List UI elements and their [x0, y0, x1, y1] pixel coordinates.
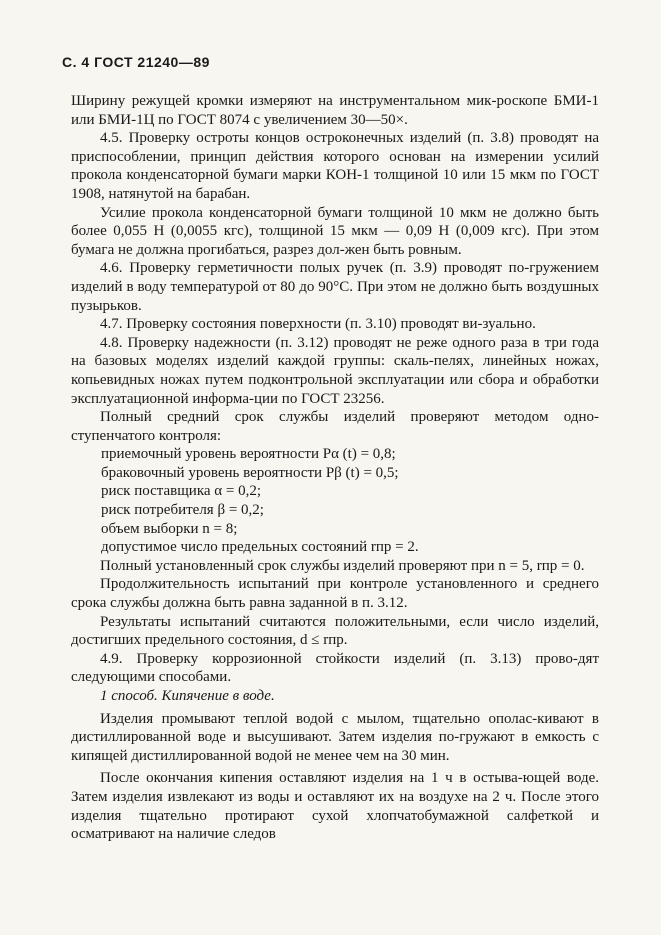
paragraph-4-7: 4.7. Проверку состояния поверхности (п. 3.10) проводят ви-зуально.	[100, 316, 536, 333]
list-item-supplier-risk: риск поставщика α = 0,2;	[101, 483, 262, 500]
paragraph-test-results: Результаты испытаний считаются положительными, если число изделий, достигших предельного состояния, d ≤ rпр.	[71, 613, 599, 649]
list-item-acceptance-level: приемочный уровень вероятности Pα (t) = 0,8;	[101, 446, 396, 463]
list-item-consumer-risk: риск потребителя β = 0,2;	[101, 502, 264, 519]
method-1-heading: 1 способ. Кипячение в воде.	[100, 688, 275, 704]
paragraph-4-9: 4.9. Проверку коррозионной стойкости изделий (п. 3.13) прово-дят следующими способами.	[71, 650, 599, 686]
list-item-sample-size: объем выборки n = 8;	[101, 520, 238, 537]
paragraph-washing: Изделия промывают теплой водой с мылом, тщательно ополас-кивают в дистиллированной воде и высушивают. Затем изделия по-гружают в емкость с кипящей дистиллированной водой не менее чем на 30 мин.	[71, 710, 599, 764]
paragraph-bmi-width: Ширину режущей кромки измеряют на инструментальном мик-роскопе БМИ-1 или БМИ-1Ц по ГОСТ 8074 с увеличением 30—50×.	[71, 93, 599, 128]
paragraph-service-life-method: Полный средний срок службы изделий проверяют методом одно-ступенчатого контроля:	[71, 409, 599, 444]
list-item-limit-states: допустимое число предельных состояний rпр = 2.	[101, 539, 419, 556]
paragraph-4-5: 4.5. Проверку остроты концов остроконечных изделий (п. 3.8) проводят на приспособлении, принцип действия которого основан на измерении усилий прокола конденсаторной бумаги марки КОН-1 толщиной 10 или 15 мкм по ГОСТ 1908, натянутой на барабан.	[71, 130, 599, 202]
paragraph-test-duration: Продолжительность испытаний при контроле установленного и среднего срока службы должна быть равна заданной в п. 3.12.	[71, 576, 599, 612]
list-item-rejection-level: браковочный уровень вероятности Pβ (t) = 0,5;	[101, 464, 399, 481]
paragraph-after-boiling: После окончания кипения оставляют изделия на 1 ч в остыва-ющей воде. Затем изделия извлекают из воды и оставляют их на воздухе на 2 ч. После этого изделия тщательно протирают сухой хлопчатобумажной салфеткой и осматривают на наличие следов	[71, 770, 599, 843]
page-header: С. 4 ГОСТ 21240—89	[62, 54, 210, 70]
body-text	[71, 92, 599, 844]
paragraph-4-6: 4.6. Проверку герметичности полых ручек (п. 3.9) проводят по-гружением изделий в воду температурой от 80 до 90°С. При этом не должно быть воздушных пузырьков.	[71, 260, 599, 314]
paragraph-4-8: 4.8. Проверку надежности (п. 3.12) проводят не реже одного раза в три года на базовых моделях изделий каждой группы: скаль-пелях, линейных ножах, копьевидных ножах путем подконтрольной эксплуатации или сбора и обработки эксплуатационной информа-ции по ГОСТ 23256.	[71, 334, 599, 407]
paragraph-puncture-force: Усилие прокола конденсаторной бумаги толщиной 10 мкм не должно быть более 0,055 Н (0,0055 кгс), толщиной 15 мкм — 0,09 Н (0,009 кгс). При этом бумага не должна прогибаться, разрез дол-жен быть ровным.	[71, 204, 599, 258]
paragraph-full-service-life: Полный установленный срок службы изделий проверяют при n = 5, rпр = 0.	[100, 557, 585, 574]
